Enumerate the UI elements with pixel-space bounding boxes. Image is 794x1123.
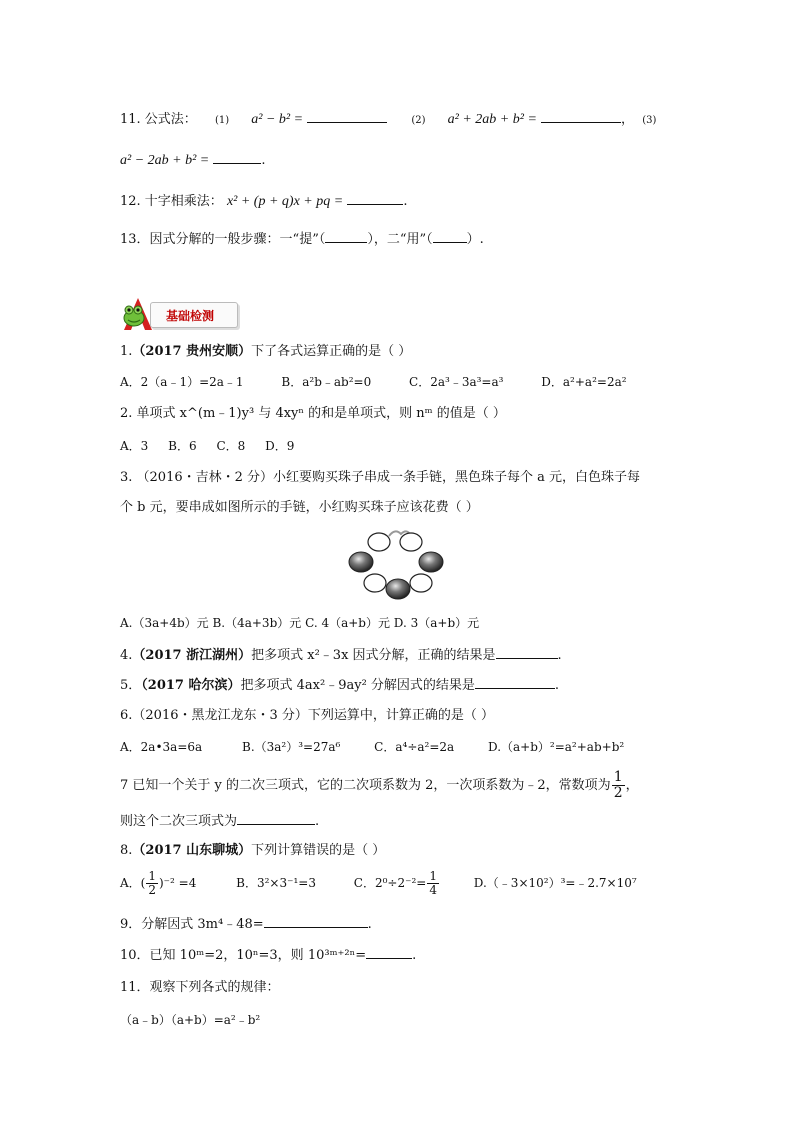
section-title: 基础检测 xyxy=(166,309,215,323)
q8-a-frac-num: 1 xyxy=(148,869,156,883)
q1-option-d[interactable]: D．a²+a²=2a² xyxy=(541,375,627,389)
q4-end: . xyxy=(557,648,562,663)
q8-c-fraction xyxy=(427,870,439,897)
q8-c-frac-num: 1 xyxy=(429,869,437,883)
q11-formula-3: a² − 2ab + b² = xyxy=(120,153,210,168)
q11-formula-line xyxy=(120,110,656,130)
q8-a-frac-den: 2 xyxy=(148,883,156,897)
q10-text: 10．已知 10ᵐ=2，10ⁿ=3，则 10³ᵐ⁺²ⁿ= xyxy=(120,948,367,963)
q7-frac-den: 2 xyxy=(613,785,623,801)
q8-options xyxy=(120,868,637,898)
q4-num: 4. xyxy=(120,648,133,663)
q5-end: . xyxy=(554,678,560,693)
q11-formula-line-2 xyxy=(120,151,266,170)
q3-stem-1: 3. （2016・吉林・2 分）小红要购买珠子串成一条手链，黑色珠子每个 a 元，白色珠子每 xyxy=(120,470,641,485)
q2-option-a[interactable]: A．3 xyxy=(120,439,149,453)
q2-option-b[interactable]: B．6 xyxy=(168,439,197,453)
q1-option-a[interactable]: A．2（a﹣1）=2a﹣1 xyxy=(120,375,244,389)
q8-option-c[interactable] xyxy=(353,869,440,897)
q7-text-2: 则这个二次三项式为 xyxy=(120,814,238,829)
q11-blank-2[interactable] xyxy=(541,110,621,123)
q11-blank-1[interactable] xyxy=(307,110,387,123)
q7-comma: ， xyxy=(625,778,639,793)
q9-text: 9．分解因式 3m⁴﹣48= xyxy=(120,917,264,932)
q1-source: （2017 贵州安顺） xyxy=(132,344,252,359)
q12-line xyxy=(120,192,407,211)
q11-comma: ， xyxy=(621,112,635,127)
q12-period: . xyxy=(403,194,408,209)
q8-option-c-label: C．2⁰÷2⁻²= xyxy=(353,876,427,890)
q7-stem-2 xyxy=(120,812,319,831)
q7-end: . xyxy=(315,814,320,829)
q7-frac-num: 1 xyxy=(613,769,623,785)
q6-option-b[interactable]: B.（3a²）³=27a⁶ xyxy=(242,740,341,754)
q8-stem xyxy=(120,842,385,860)
q9-end: . xyxy=(367,917,372,932)
q13-line xyxy=(120,230,484,249)
white-bead-2 xyxy=(400,533,422,551)
q13-mid: ），二“用”（ xyxy=(367,232,433,247)
q8-c-frac-den: 4 xyxy=(429,883,437,897)
q6-options xyxy=(120,738,624,756)
q7-fraction xyxy=(612,770,625,801)
q8-a-fraction xyxy=(146,870,158,897)
white-bead-1 xyxy=(368,533,390,551)
q3-options[interactable]: A.（3a+4b）元 B.（4a+3b）元 C. 4（a+b）元 D. 3（a+b）元 xyxy=(120,616,480,630)
q7-blank[interactable] xyxy=(237,812,315,825)
q8-option-a-label: A． xyxy=(120,876,141,890)
q11-formula-1: a² − b² = xyxy=(251,112,304,127)
q8-num: 8. xyxy=(120,843,133,858)
q5-num: 5． xyxy=(120,678,142,693)
q11-label: 11. 公式法： xyxy=(120,112,197,127)
q1-option-b[interactable]: B．a²b﹣ab²=0 xyxy=(281,375,372,389)
q13-blank-1[interactable] xyxy=(325,230,367,243)
q5-source: （2017 哈尔滨） xyxy=(141,678,241,693)
q6-stem: 6.（2016・黑龙江龙东・3 分）下列运算中，计算正确的是（ ） xyxy=(120,708,495,723)
q13-blank-2[interactable] xyxy=(433,230,467,243)
q1-options xyxy=(120,373,627,391)
q1-stem xyxy=(120,343,411,361)
white-bead-3 xyxy=(364,574,386,592)
q5-text: 把多项式 4ax²﹣9ay² 分解因式的结果是 xyxy=(240,678,475,693)
q11-pattern-stem: 11．观察下列各式的规律： xyxy=(120,980,280,995)
q1-num: 1. xyxy=(120,344,133,359)
q3-stem-2: 个 b 元，要串成如图所示的手链，小红购买珠子应该花费（ ） xyxy=(120,500,479,515)
q1-option-c[interactable]: C．2a³﹣3a³=a³ xyxy=(409,375,504,389)
q11-blank-3[interactable] xyxy=(213,151,261,164)
q2-options xyxy=(120,437,294,455)
q8-source: （2017 山东聊城） xyxy=(132,843,252,858)
white-bead-4 xyxy=(410,574,432,592)
q11-part1-label: (1) xyxy=(214,115,230,126)
q8-option-a[interactable]: A．( $\frac{1}{2}$ )⁻² =4 xyxy=(120,869,197,897)
q10-stem xyxy=(120,946,416,965)
q8-option-b[interactable]: B．3²×3⁻¹=3 xyxy=(236,876,316,890)
black-bead-3 xyxy=(386,579,410,599)
q8-text: 下列计算错误的是（ ） xyxy=(251,843,386,858)
q7-text: 7 已知一个关于 y 的二次三项式，它的二次项系数为 2，一次项系数为﹣2，常数项为 xyxy=(120,778,611,793)
q9-stem xyxy=(120,915,372,934)
q12-blank[interactable] xyxy=(347,192,403,205)
q7-stem-1 xyxy=(120,770,639,801)
q10-blank[interactable] xyxy=(366,946,412,959)
q12-formula: x² + (p + q)x + pq = xyxy=(226,194,344,209)
q12-label: 12. 十字相乘法： xyxy=(120,194,223,209)
q5-stem xyxy=(120,676,559,695)
q4-text: 把多项式 x²﹣3x 因式分解，正确的结果是 xyxy=(251,648,496,663)
q4-stem xyxy=(120,646,562,665)
black-bead-2 xyxy=(419,552,443,572)
q5-blank[interactable] xyxy=(475,676,555,689)
q2-option-d[interactable]: D．9 xyxy=(265,439,295,453)
q2-stem: 2. 单项式 x^(m﹣1)y³ 与 4xyⁿ 的和是单项式，则 nᵐ 的值是（ ） xyxy=(120,406,506,421)
q11-formula-2: a² + 2ab + b² = xyxy=(447,112,537,127)
q8-option-d[interactable]: D.（﹣3×10²）³=﹣2.7×10⁷ xyxy=(473,876,637,890)
q2-option-c[interactable]: C．8 xyxy=(216,439,246,453)
q4-blank[interactable] xyxy=(496,646,558,659)
q11-pattern-formula: （a﹣b）（a+b）=a²﹣b² xyxy=(120,1013,261,1027)
q13-end: ）. xyxy=(466,232,484,247)
q11-part3-label: (3) xyxy=(642,115,657,126)
q9-blank[interactable] xyxy=(264,915,368,928)
section-badge xyxy=(118,296,238,332)
q11-period: . xyxy=(261,153,266,168)
black-bead-1 xyxy=(349,552,373,572)
q6-option-a[interactable]: A．2a•3a=6a xyxy=(120,740,203,754)
q11-part2-label: (2) xyxy=(411,115,426,126)
q6-option-d[interactable]: D.（a+b）²=a²+ab+b² xyxy=(488,740,625,754)
q6-option-c[interactable]: C．a⁴÷a²=2a xyxy=(374,740,455,754)
q1-text: 下了各式运算正确的是（ ） xyxy=(251,344,412,359)
q4-source: （2017 浙江湖州） xyxy=(132,648,252,663)
q13-text: 13．因式分解的一般步骤：一“提”（ xyxy=(120,232,326,247)
q8-option-a-rest: )⁻² =4 xyxy=(159,876,197,890)
q10-end: . xyxy=(412,948,417,963)
bracelet-figure xyxy=(345,526,455,601)
